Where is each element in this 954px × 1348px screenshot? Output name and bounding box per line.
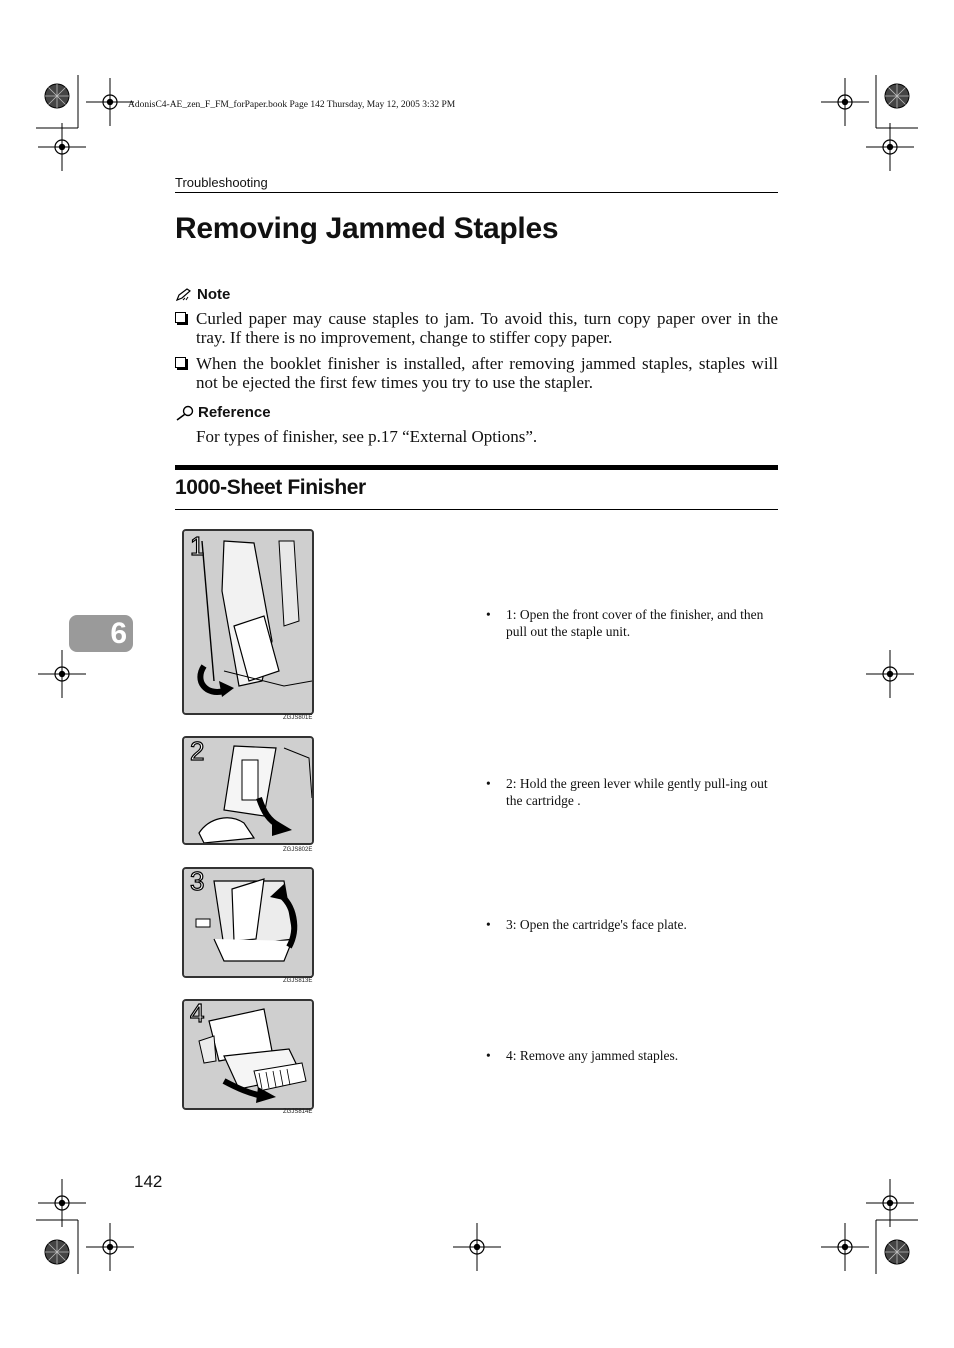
step-2-text: • 2: Hold the green lever while gently pull-ing out the cartridge . [486, 776, 768, 808]
checkbox-bullet-icon [175, 357, 186, 368]
pencil-icon [175, 288, 193, 302]
step-4-figure-code: ZGJS814E [283, 1109, 313, 1115]
note-heading [175, 286, 230, 303]
section-rule-bottom [175, 509, 778, 510]
step-1-text: • 1: Open the front cover of the finisher, and then pull out the staple unit. [486, 607, 764, 639]
step-4-text: • 4: Remove any jammed staples. [486, 1048, 679, 1063]
page-number: 142 [134, 1172, 163, 1191]
chapter-tab: 6 [69, 615, 133, 652]
step-2-figure-code: ZGJS802E [283, 847, 313, 853]
reference-heading-label: Reference [198, 404, 271, 421]
page-title: Removing Jammed Staples [175, 212, 559, 245]
step-3-figure-code: ZGJS813E [283, 978, 313, 984]
note-item: Curled paper may cause staples to jam. To avoid this, turn copy paper over in the tray. If there is no improvement, change to stiffer copy paper. [175, 309, 778, 347]
magnifier-icon [175, 405, 195, 421]
step-4-number: 4 [190, 999, 205, 1028]
bullet-icon: • [486, 776, 491, 791]
bullet-icon: • [486, 917, 491, 932]
step-2-number: 2 [190, 736, 205, 766]
step-4-figure [182, 999, 314, 1110]
note-heading-label: Note [197, 286, 231, 303]
reference-text: For types of finisher, see p.17 “External Options”. [196, 427, 538, 446]
header-rule [175, 192, 778, 193]
bullet-icon: • [486, 1048, 491, 1063]
bullet-icon: • [486, 607, 491, 622]
print-info: AdonisC4-AE_zen_F_FM_forPaper.book Page 142 Thursday, May 12, 2005 3:32 PM [128, 100, 456, 110]
step-1-figure [182, 529, 314, 715]
checkbox-bullet-icon [175, 312, 186, 323]
step-1-number: 1 [190, 531, 205, 561]
step-3-number: 3 [190, 867, 205, 896]
note-item: When the booklet finisher is installed, after removing jammed staples, staples will not be ejected the first few times you try to use the stapler. [175, 354, 778, 392]
note-list [175, 309, 778, 399]
step-2-figure [182, 736, 314, 845]
section-title: 1000-Sheet Finisher [175, 476, 366, 499]
step-3-figure [182, 867, 314, 978]
step-3-text: • 3: Open the cartridge's face plate. [486, 917, 687, 932]
running-header: Troubleshooting [175, 175, 268, 190]
reference-heading [175, 404, 271, 421]
step-1-figure-code: ZGJS801E [283, 715, 313, 721]
section-rule-top [175, 465, 778, 470]
